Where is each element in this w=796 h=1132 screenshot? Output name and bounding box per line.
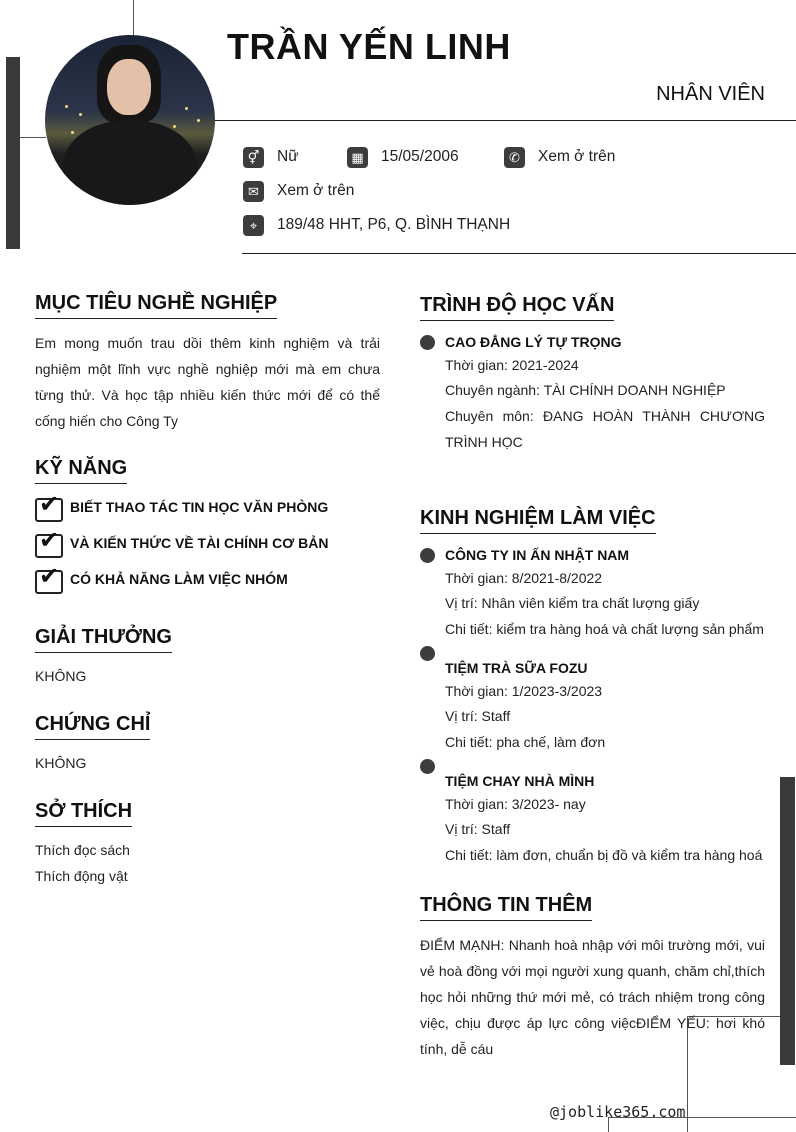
job-detail: Chi tiết: làm đơn, chuẩn bị đồ và kiểm tra hàng hoá [445, 847, 763, 863]
left-accent-bar [6, 57, 20, 249]
birthdate-value: 15/05/2006 [381, 148, 459, 165]
skill-item: VÀ KIẾN THỨC VỀ TÀI CHÍNH CƠ BẢN [70, 535, 329, 551]
experience-title: KINH NGHIỆM LÀM VIỆC [420, 507, 656, 534]
gender-value: Nữ [277, 148, 299, 165]
address-value: 189/48 HHT, P6, Q. BÌNH THẠNH [277, 216, 511, 233]
job-time: Thời gian: 1/2023-3/2023 [445, 683, 603, 699]
check-icon: ✔ [35, 498, 63, 522]
top-vertical-line [133, 0, 134, 36]
education-time: Thời gian: 2021-2024 [445, 357, 579, 373]
location-icon: ⌖ [243, 215, 264, 236]
certificates-title: CHỨNG CHỈ [35, 713, 150, 740]
certificates-value: KHÔNG [35, 755, 87, 771]
awards-value: KHÔNG [35, 668, 87, 684]
header-divider [215, 120, 796, 121]
job-detail: Chi tiết: kiểm tra hàng hoá và chất lượng sản phẩm [445, 621, 764, 637]
avatar [45, 35, 215, 205]
skill-item: CÓ KHẢ NĂNG LÀM VIỆC NHÓM [70, 571, 288, 587]
job-role: Vị trí: Nhân viên kiểm tra chất lượng giấy [445, 595, 700, 611]
timeline-dot [420, 548, 435, 563]
job-time: Thời gian: 8/2021-8/2022 [445, 570, 603, 586]
job-time: Thời gian: 3/2023- nay [445, 796, 586, 812]
education-subject: Chuyên môn: ĐANG HOÀN THÀNH CHƯƠNG TRÌNH HỌC [445, 408, 765, 450]
phone-value: Xem ở trên [538, 148, 616, 165]
more-info-title: THÔNG TIN THÊM [420, 894, 592, 921]
gender-icon: ⚥ [243, 147, 264, 168]
timeline-dot [420, 335, 435, 350]
company-name: TIỆM TRÀ SỮA FOZU [445, 660, 588, 676]
job-role: Vị trí: Staff [445, 708, 511, 724]
skills-title: KỸ NĂNG [35, 457, 127, 484]
skill-item: BIẾT THAO TÁC TIN HỌC VĂN PHÒNG [70, 499, 329, 515]
check-icon: ✔ [35, 534, 63, 558]
objective-text: Em mong muốn trau dồi thêm kinh nghiệm và trải nghiệm một lĩnh vực nghề nghiệp mới mà em chưa từng thử. Và học tập nhiều kiến thức mới để có thể cống hiến cho Công Ty [35, 335, 380, 429]
watermark: @joblike365.com [550, 1103, 686, 1121]
job-role: Vị trí: Staff [445, 821, 511, 837]
company-name: TIỆM CHAY NHÀ MÌNH [445, 773, 595, 789]
mail-icon: ✉ [243, 181, 264, 202]
more-info-text: ĐIỂM MẠNH: Nhanh hoà nhập với môi trường mới, vui vẻ hoà đồng với mọi người xung quanh, chăm chỉ,thích học hỏi những thứ mới mẻ, có trách nhiệm trong công việc, chịu được áp lực công việcĐIỂM YẾU: hơi khó tính, dễ cáu [420, 937, 765, 1057]
objective-title: MỤC TIÊU NGHỀ NGHIỆP [35, 292, 277, 319]
hobby-item: Thích động vật [35, 868, 128, 884]
education-major: Chuyên ngành: TÀI CHÍNH DOANH NGHIỆP [445, 382, 726, 398]
timeline-dot [420, 646, 435, 661]
timeline-dot [420, 759, 435, 774]
job-detail: Chi tiết: pha chế, làm đơn [445, 734, 606, 750]
awards-title: GIẢI THƯỞNG [35, 626, 172, 653]
phone-icon: ✆ [504, 147, 525, 168]
check-icon: ✔ [35, 570, 63, 594]
education-title: TRÌNH ĐỘ HỌC VẤN [420, 294, 614, 321]
left-horizontal-line [20, 137, 46, 138]
job-position: NHÂN VIÊN [656, 83, 765, 105]
candidate-name: TRẦN YẾN LINH [227, 26, 511, 67]
contact-divider [242, 253, 796, 254]
calendar-icon: ▦ [347, 147, 368, 168]
company-name: CÔNG TY IN ẤN NHẬT NAM [445, 547, 630, 563]
email-value: Xem ở trên [277, 182, 355, 199]
school-name: CAO ĐẲNG LÝ TỰ TRỌNG [445, 334, 622, 350]
hobby-item: Thích đọc sách [35, 842, 130, 858]
right-accent-bar [780, 777, 795, 1065]
hobbies-title: SỞ THÍCH [35, 800, 132, 827]
